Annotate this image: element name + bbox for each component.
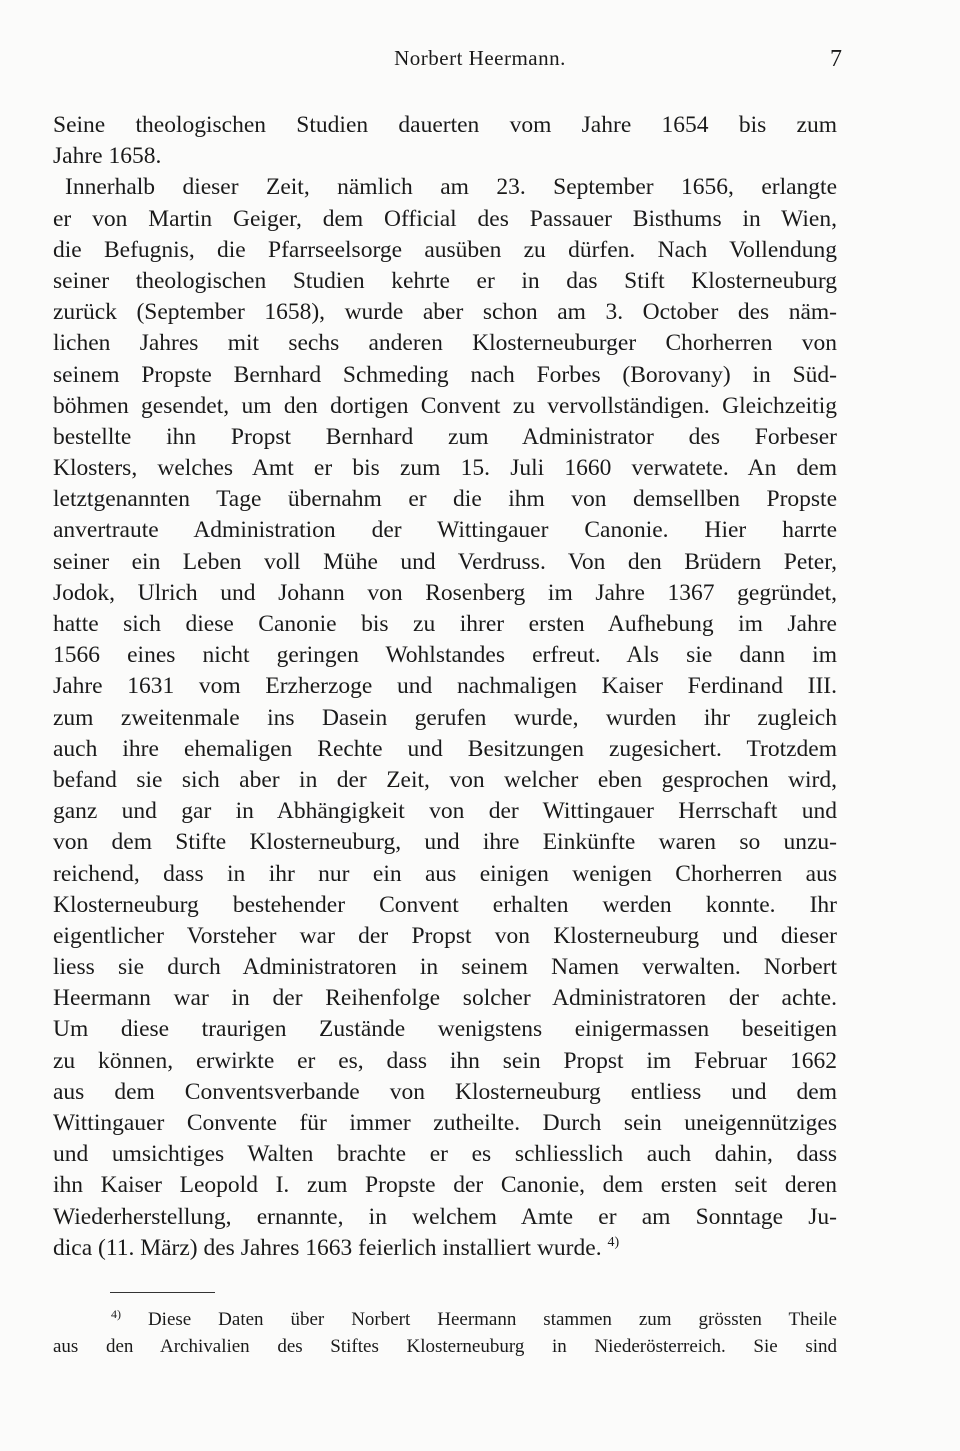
text-line: auch ihre ehemaligen Rechte und Besitzungen zugesichert. Trotzdem — [53, 735, 837, 762]
text-line: bestellte ihn Propst Bernhard zum Administrator des Forbeser — [53, 423, 837, 450]
text-line: und umsichtiges Walten brachte er es schliesslich auch dahin, dass — [53, 1141, 837, 1168]
text-line: eigentlicher Vorsteher war der Propst von Klosterneuburg und dieser — [53, 922, 837, 949]
text-line: 1566 eines nicht geringen Wohlstandes erfreut. Als sie dann im — [53, 642, 837, 669]
text-line: Heermann war in der Reihenfolge solcher Administratoren der achte. — [53, 985, 837, 1012]
text-line: lichen Jahres mit sechs anderen Klosterneuburger Chorherren von — [53, 330, 837, 357]
text-line: seinem Propste Bernhard Schmeding nach Forbes (Borovany) in Süd- — [53, 361, 837, 388]
footnote-marker — [111, 1309, 121, 1330]
text-line: seiner ein Leben voll Mühe und Verdruss. Von den Brüdern Peter, — [53, 548, 837, 575]
footnote-text: Diese Daten über Norbert Heermann stammen zum grössten Theile — [147, 1309, 837, 1330]
text-line: böhmen gesendet, um den dortigen Convent zu vervollständigen. Gleichzeitig — [53, 392, 837, 419]
footnote-marker-text: 4) — [111, 1307, 121, 1321]
text-line-with-footnote — [53, 1233, 837, 1264]
text-line: liess sie durch Administratoren in seinem Namen verwalten. Norbert — [53, 954, 837, 981]
body-text — [53, 110, 837, 1264]
text-line: aus dem Conventsverbande von Klosterneuburg entliess und dem — [53, 1078, 837, 1105]
text-line: Wittingauer Convente für immer zutheilte. Durch sein uneigennütziges — [53, 1110, 837, 1136]
text-line-content: dica (11. März) des Jahres 1663 feierlich installiert wurde. — [53, 1234, 602, 1261]
footnotes — [53, 1306, 837, 1360]
text-line: zurück (September 1658), wurde aber schon am 3. October des näm- — [53, 299, 837, 326]
text-line: zum zweitenmale ins Dasein gerufen wurde, wurden ihr zugleich — [53, 704, 837, 731]
footnote-line: aus den Archivalien des Stiftes Klosterneuburg in Niederösterreich. Sie sind — [53, 1336, 837, 1357]
text-line: anvertraute Administration der Wittingauer Canonie. Hier harrte — [53, 517, 837, 544]
text-line: Jahre 1658. — [53, 143, 162, 170]
text-line: befand sie sich aber in der Zeit, von welcher eben gesprochen wird, — [53, 766, 837, 793]
text-line: Um diese traurigen Zustände wenigstens einigermassen beseitigen — [53, 1016, 837, 1043]
text-line: hatte sich diese Canonie bis zu ihrer ersten Aufhebung im Jahre — [53, 611, 837, 637]
text-line: Jodok, Ulrich und Johann von Rosenberg im Jahre 1367 gegründet, — [53, 579, 837, 606]
text-line: Jahre 1631 vom Erzherzoge und nachmaligen Kaiser Ferdinand III. — [53, 673, 837, 700]
text-line: ihn Kaiser Leopold I. zum Propste der Canonie, dem ersten seit deren — [53, 1172, 837, 1199]
text-line: er von Martin Geiger, dem Official des Passauer Bisthums in Wien, — [53, 205, 837, 232]
page-number: 7 — [830, 46, 842, 72]
text-line: Klosterneuburg bestehender Convent erhalten werden konnte. Ihr — [53, 891, 837, 918]
text-line: seiner theologischen Studien kehrte er in das Stift Klosterneuburg — [53, 267, 837, 294]
text-line: Wiederherstellung, ernannte, in welchem Amte er am Sonntage Ju- — [53, 1203, 837, 1230]
footnote-line — [53, 1306, 837, 1333]
text-line: reichend, dass in ihr nur ein aus einigen wenigen Chorherren aus — [53, 860, 837, 887]
running-title: Norbert Heermann. — [394, 46, 566, 70]
text-line: Klosters, welches Amt er bis zum 15. Juli 1660 verwatete. An dem — [53, 455, 837, 482]
text-line: ganz und gar in Abhängigkeit von der Wittingauer Herrschaft und — [53, 798, 837, 825]
footnote-separator — [110, 1292, 215, 1293]
text-line: Seine theologischen Studien dauerten vom Jahre 1654 bis zum — [53, 112, 837, 138]
running-head — [0, 46, 960, 74]
text-line: die Befugnis, die Pfarrseelsorge ausüben zu dürfen. Nach Vollendung — [53, 236, 837, 263]
text-line: zu können, erwirkte er es, dass ihn sein Propst im Februar 1662 — [53, 1047, 837, 1074]
text-line: letztgenannten Tage übernahm er die ihm von demsellben Propste — [53, 486, 837, 513]
text-line: von dem Stifte Klosterneuburg, und ihre Einkünfte waren so unzu- — [53, 829, 837, 856]
text-line: Innerhalb dieser Zeit, nämlich am 23. September 1656, erlangte — [65, 174, 837, 201]
footnote-reference[interactable]: 4) — [607, 1234, 620, 1250]
